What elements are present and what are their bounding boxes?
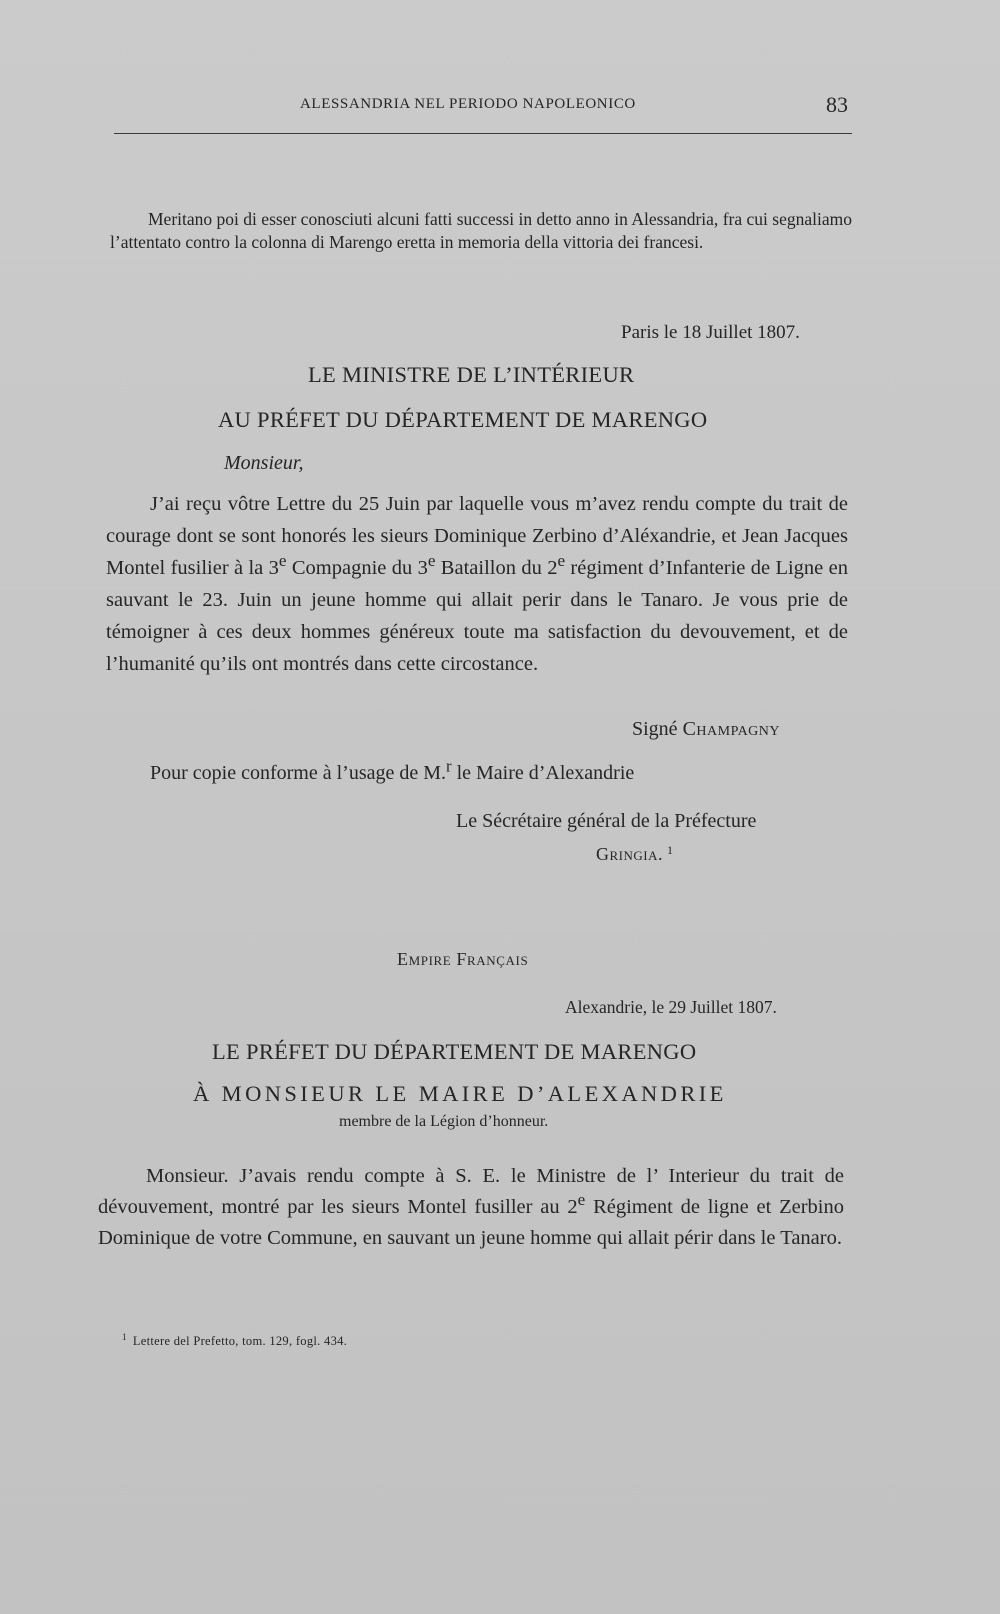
superscript: e bbox=[278, 551, 287, 571]
letter1-text-3: Bataillon du 2 bbox=[435, 557, 558, 579]
intro-text: Meritano poi di esser conosciuti alcuni fatti successi in detto anno in Alessandria, fra cui segnaliamo l’attentato contro la colonna di Marengo eretta in memoria della vittoria dei francesi. bbox=[110, 209, 852, 252]
page-number: 83 bbox=[826, 92, 848, 117]
letter2-dateline: Alexandrie, le 29 Juillet 1807. bbox=[565, 997, 777, 1017]
letter1-salutation: Monsieur, bbox=[224, 452, 304, 474]
letter1-dateline: Paris le 18 Juillet 1807. bbox=[621, 322, 800, 343]
letter1-text-2: Compagnie du 3 bbox=[286, 557, 428, 579]
secretary-signature bbox=[596, 843, 673, 865]
superscript: e bbox=[577, 1190, 586, 1210]
footnote-mark: 1 bbox=[122, 1331, 127, 1342]
letter1-text-4: régiment d’Infanterie de Ligne en sauvant le 23. Juin un jeune homme qui allait perir dans le Tanaro. Je vous prie de témoigner à ces deux hommes généreux toute ma satisfaction du devouvement, et de l’humanité qu’ils ont montrés dans cette circostance. bbox=[106, 557, 848, 675]
letter2-text-1: Monsieur. J’avais rendu compte à S. E. le Ministre de l’ Interieur du trait de dévouvement, montré par les sieurs Montel fusiller au 2 bbox=[98, 1165, 844, 1218]
footnote-reference: 1 bbox=[667, 843, 673, 857]
footnote bbox=[122, 1331, 348, 1349]
secretary-name: Gringia. bbox=[596, 844, 663, 864]
letter2-body bbox=[98, 1161, 844, 1254]
letter1-heading-line2: AU PRÉFET DU DÉPARTEMENT DE MARENGO bbox=[218, 407, 708, 432]
intro-paragraph bbox=[110, 208, 852, 254]
letter2-heading-line1: LE PRÉFET DU DÉPARTEMENT DE MARENGO bbox=[212, 1039, 697, 1064]
letter2-text-2: Régiment de ligne et Zerbino Dominique de votre Commune, en sauvant un jeune homme qui allait périr dans le Tanaro. bbox=[98, 1196, 844, 1249]
copy-prefix: Pour copie conforme à l’usage de M. bbox=[150, 762, 447, 784]
superscript: r bbox=[446, 756, 452, 776]
signed-name: Champagny bbox=[682, 718, 781, 740]
letter1-body bbox=[106, 488, 848, 680]
letter1-text-1: J’ai reçu vôtre Lettre du 25 Juin par laquelle vous m’avez rendu compte du trait de courage dont se sont honorés les sieurs Dominique Zerbino d’Aléxandrie, et Jean Jacques Montel fusilier à la 3 bbox=[106, 493, 848, 579]
copy-conforme-line bbox=[150, 756, 635, 785]
copy-suffix: le Maire d’Alexandrie bbox=[451, 762, 635, 784]
letter2-heading-line3: membre de la Légion d’honneur. bbox=[339, 1113, 549, 1130]
footnote-text: Lettere del Prefetto, tom. 129, fogl. 434. bbox=[132, 1334, 348, 1348]
letter1-paragraph bbox=[106, 488, 848, 680]
header-rule bbox=[114, 133, 852, 134]
running-head: ALESSANDRIA NEL PERIODO NAPOLEONICO bbox=[300, 96, 636, 112]
letter1-signature bbox=[632, 718, 780, 741]
letter2-paragraph bbox=[98, 1161, 844, 1254]
empire-heading: Empire Français bbox=[397, 949, 529, 969]
letter1-heading-line1: LE MINISTRE DE L’INTÉRIEUR bbox=[308, 362, 635, 387]
superscript: e bbox=[557, 551, 566, 571]
superscript: e bbox=[427, 551, 436, 571]
signed-prefix: Signé bbox=[632, 718, 683, 740]
letter2-heading-line2: À MONSIEUR LE MAIRE D’ALEXANDRIE bbox=[193, 1081, 727, 1106]
secretary-line: Le Sécrétaire général de la Préfecture bbox=[456, 810, 757, 832]
